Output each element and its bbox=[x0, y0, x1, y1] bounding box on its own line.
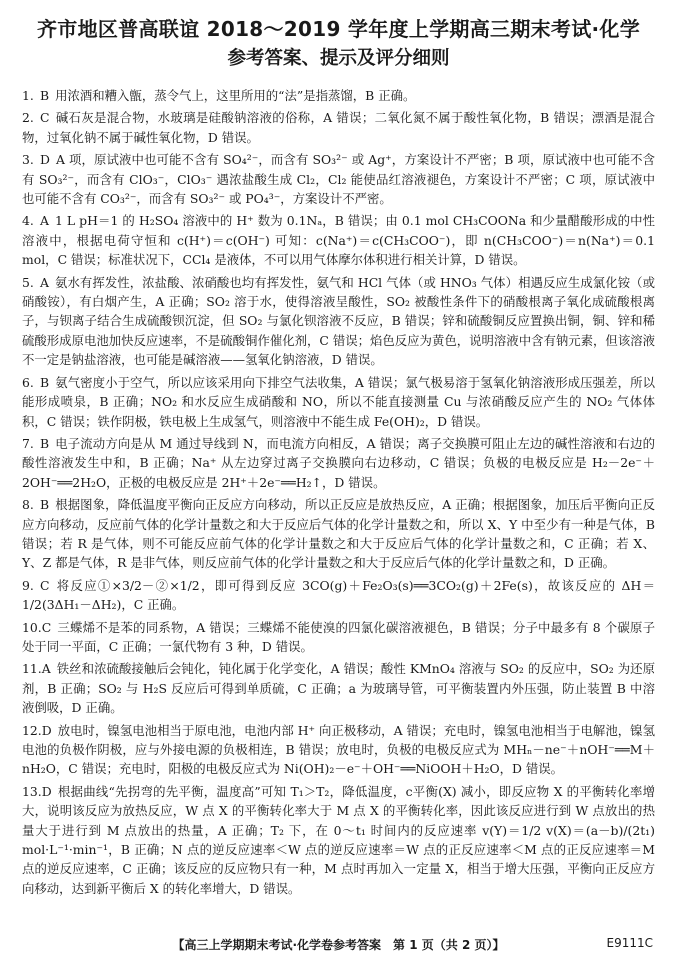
item-explanation: A 项，原试液中也可能不含有 SO₄²⁻，而含有 SO₃²⁻ 或 Ag⁺，方案设计不严密；B 项，原试液中也可能不含有 SO₃²⁻，而含有 ClO₃⁻，ClO₃⁻ 遇浓盐酸生成 Cl₂，Cl₂ 能使品红溶液褪色，方案设计不严密；C 项，原试液中也可能不含有 CO₃²⁻，而含有 SO₃²⁻ 或 PO₄³⁻，方案设计不严密。 bbox=[22, 152, 655, 207]
item-number: 11. bbox=[22, 661, 42, 677]
item-number: 1. bbox=[22, 88, 34, 103]
answer-item bbox=[22, 495, 655, 573]
item-answer: A bbox=[40, 274, 49, 290]
item-explanation: 根据图象，降低温度平衡向正反应方向移动，所以正反应是放热反应，A 正确；根据图象，加压后平衡向正反应方向移动，反应前气体的化学计量数之和大于反应后气体的化学计量数之和，所以 X、Y 中至少有一种是气体，B 错误；若 R 是气体，则不可能反应前气体的化学计量数之和大于反应后气体的化学计量数之和，C 正确；若 X、Y、Z 都是气体，R 是非气体，则反应前气体的化学计量数之和大于反应后气体的化学计量数之和，D 正确。 bbox=[22, 497, 655, 571]
item-explanation: 氨水有挥发性，浓盐酸、浓硝酸也均有挥发性，氨气和 HCl 气体（或 HNO₃ 气体）相遇反应生成氯化铵（或硝酸铵），有白烟产生，A 正确；SO₂ 溶于水，使得溶液呈酸性，SO₂ 被酸性条件下的硝酸根离子氧化成硫酸根离子，与钡离子结合生成硫酸钡沉淀，但 SO₂ 与氯化钡溶液不反应，B 错误；锌和硫酸铜反应置换出铜，铜、锌和稀硫酸形成原电池加快反应速率，不是硫酸铜作催化剂，C 错误；焰色反应为黄色，说明溶液中含有钠元素，但该溶液不一定是钠盐溶液，也可能是碱溶液——氢氧化钠溶液，D 错误。 bbox=[22, 274, 655, 368]
item-explanation: 三蝶烯不是苯的同系物，A 错误；三蝶烯不能使溴的四氯化碳溶液褪色，B 错误；分子中最多有 8 个碳原子处于同一平面，C 正确；一氯代物有 3 种，D 错误。 bbox=[22, 619, 655, 654]
item-answer: B bbox=[40, 88, 50, 103]
page-title: 齐市地区普高联谊 2018～2019 学年度上学期高三期末考试·化学 bbox=[36, 17, 641, 41]
item-number: 10. bbox=[22, 619, 42, 635]
item-explanation: 铁丝和浓硫酸接触后会钝化，钝化属于化学变化，A 错误；酸性 KMnO₄ 溶液与 SO₂ 的反应中，SO₂ 为还原剂，B 正确；SO₂ 与 H₂S 反应后可得到单质硫，C 正确；a 为玻璃导管，可平衡装置内外压强，防止装置 B 中溶液倒吸，D 正确。 bbox=[22, 661, 655, 716]
item-answer: D bbox=[40, 152, 50, 168]
item-answer: D bbox=[41, 783, 52, 799]
answer-item bbox=[22, 659, 655, 717]
item-answer: B bbox=[40, 374, 50, 390]
answer-item bbox=[22, 782, 655, 898]
item-answer: B bbox=[40, 497, 50, 513]
item-explanation: 用浓酒和糟入甑，蒸令气上，这里所用的“法”是指蒸馏，B 正确。 bbox=[55, 88, 416, 103]
answer-item bbox=[22, 273, 655, 370]
item-number: 3. bbox=[22, 152, 34, 168]
item-explanation: 1 L pH＝1 的 H₂SO₄ 溶液中的 H⁺ 数为 0.1Nₐ，B 错误；由 0.1 mol CH₃COONa 和少量醋酸形成的中性溶液中，根据电荷守恒和 c(H⁺)＝c(OH⁻) 可知：c(Na⁺)＝c(CH₃COO⁻)，即 n(CH₃COO⁻)＝n(Na⁺)＝0.1 mol，C 错误；标准状况下，CCl₄ 是液体，不可以用气体摩尔体积进行相关计算，D 错误。 bbox=[22, 213, 655, 268]
item-explanation: 氨气密度小于空气，所以应该采用向下排空气法收集，A 错误；氯气极易溶于氢氧化钠溶液形成压强差，所以能形成喷泉，B 正确；NO₂ 和水反应生成硝酸和 NO，所以不能直接测量 Cu 与浓硝酸反应产生的 NO₂ 气体体积，C 错误；铁作阴极，铁电极上生成氢气，则溶液中不能生成 Fe(OH)₂，D 错误。 bbox=[22, 374, 655, 429]
item-answer: C bbox=[41, 619, 52, 635]
page-subtitle: 参考答案、提示及评分细则 bbox=[227, 48, 450, 69]
item-explanation: 将反应①×3/2－②×1/2，即可得到反应 3CO(g)＋Fe₂O₃(s)══3CO₂(g)＋2Fe(s)，故该反应的 ΔH＝1/2(3ΔH₁－ΔH₂)，C 正确。 bbox=[22, 577, 655, 613]
answer-item bbox=[22, 86, 655, 105]
item-number: 6. bbox=[22, 374, 34, 390]
answer-item bbox=[22, 434, 655, 492]
footer-page-info: 【高三上学期期末考试·化学卷参考答案 第 1 页（共 2 页）】 bbox=[172, 938, 505, 952]
item-answer: D bbox=[41, 722, 52, 738]
item-answer: A bbox=[40, 213, 49, 229]
item-number: 8. bbox=[22, 497, 34, 513]
page-footer bbox=[0, 936, 677, 953]
item-number: 4. bbox=[22, 213, 34, 229]
answer-item bbox=[22, 618, 655, 657]
answer-item bbox=[22, 373, 655, 431]
item-number: 2. bbox=[22, 110, 34, 126]
item-explanation: 根据曲线“先拐弯的先平衡，温度高”可知 T₁＞T₂，降低温度，c平衡(X) 减小，即反应物 X 的平衡转化率增大，说明该反应为放热反应，W 点 X 的平衡转化率大于 M 点 X 的平衡转化率，因此该反应进行到 W 点放出的热量大于进行到 M 点放出的热量，A 正确；T₂ 下，在 0～t₁ 时间内的反应速率 v(Y)＝1/2 v(X)＝(a－b)/(2t₁) mol·L⁻¹·min⁻¹，B 正确；N 点的逆反应速率＜W 点的逆反应速率＝W 点的正反应速率＜M 点的正反应速率＝M 点的逆反应速率，C 正确；该反应的反应物只有一种，M 点时再加入一定量 X，相当于增大压强，平衡向正反应方向移动，达到新平衡后 X 的转化率增大，D 错误。 bbox=[22, 783, 655, 896]
answer-item bbox=[22, 150, 655, 208]
item-number: 13. bbox=[22, 783, 42, 799]
answer-item bbox=[22, 211, 655, 269]
item-explanation: 电子流动方向是从 M 通过导线到 N，而电流方向相反，A 错误；离子交换膜可阻止左边的碱性溶液和右边的酸性溶液发生中和，B 正确；Na⁺ 从左边穿过离子交换膜向右边移动，C 错误；负极的电极反应是 H₂－2e⁻＋2OH⁻══2H₂O，正极的电极反应是 2H⁺＋2e⁻══H₂↑，D 错误。 bbox=[22, 435, 655, 490]
answer-list bbox=[22, 86, 655, 898]
item-explanation: 放电时，镍氢电池相当于原电池，电池内部 H⁺ 向正极移动，A 错误；充电时，镍氢电池相当于电解池，镍氢电池的负极作阴极，应与外接电源的负极相连，B 错误；放电时，负极的电极反应式为 MHₙ－ne⁻＋nOH⁻══M＋nH₂O，C 错误；充电时，阳极的电极反应式为 Ni(OH)₂－e⁻＋OH⁻══NiOOH＋H₂O，D 错误。 bbox=[22, 722, 655, 777]
answer-item bbox=[22, 108, 655, 147]
answer-item bbox=[22, 576, 655, 615]
item-number: 9. bbox=[22, 577, 34, 593]
item-number: 7. bbox=[22, 435, 34, 451]
item-answer: C bbox=[40, 110, 50, 126]
item-number: 5. bbox=[22, 274, 34, 290]
answer-item bbox=[22, 721, 655, 779]
item-explanation: 碱石灰是混合物，水玻璃是硅酸钠溶液的俗称，A 错误；二氧化氮不属于酸性氧化物，B 错误；漂酒是混合物，过氧化钠不属于碱性氧化物，D 错误。 bbox=[22, 110, 655, 145]
item-answer: A bbox=[41, 661, 51, 677]
item-answer: B bbox=[40, 435, 50, 451]
item-number: 12. bbox=[22, 722, 42, 738]
document-code: E9111C bbox=[606, 936, 653, 950]
item-answer: C bbox=[40, 577, 50, 593]
